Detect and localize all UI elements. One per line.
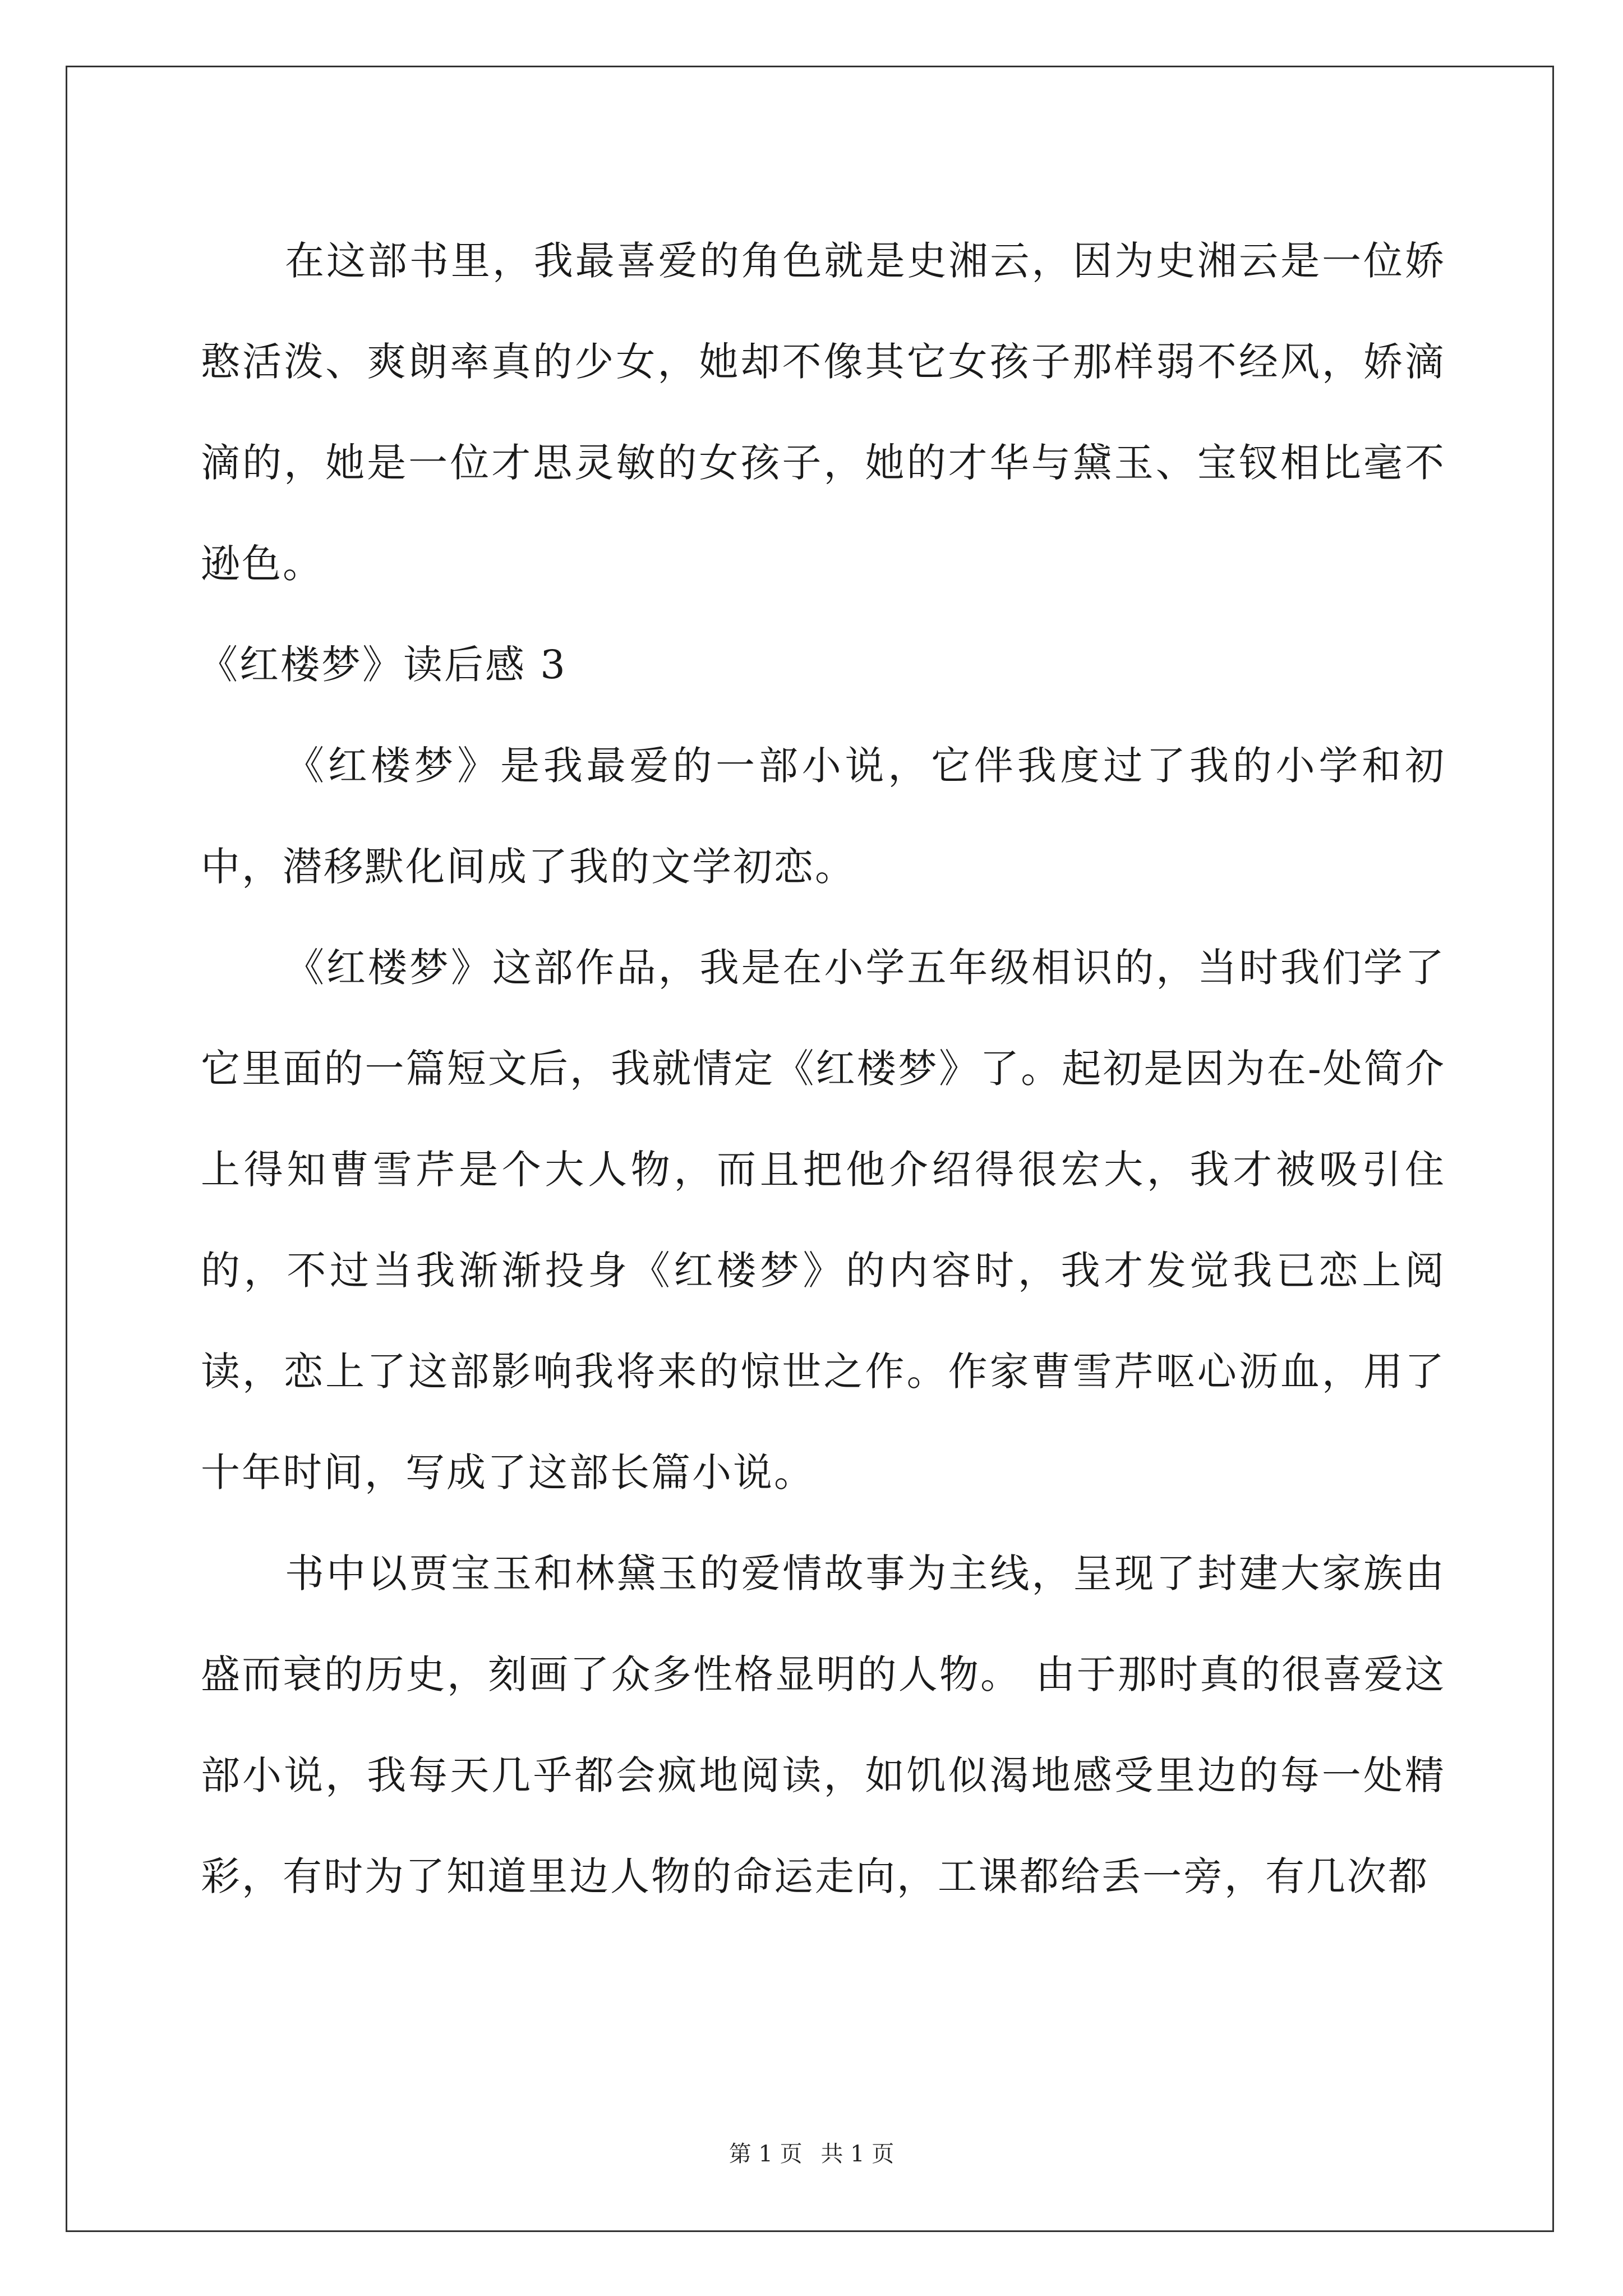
paragraph-4: 书中以贾宝玉和林黛玉的爱情故事为主线，呈现了封建大家族由盛而衰的历史，刻画了众多性格显明的人物。 由于那时真的很喜爱这部小说，我每天几乎都会疯地阅读，如饥似渴地感受里边的每一处精彩，有时为了知道里边人物的命运走向，工课都给丢一旁，有几次都 xyxy=(201,1550,1446,1899)
page-total: 共 1 页 xyxy=(820,2141,895,2167)
document-body xyxy=(201,210,1446,1927)
page-footer xyxy=(0,2137,1623,2171)
paragraph-1: 在这部书里，我最喜爱的角色就是史湘云，因为史湘云是一位娇憨活泼、爽朗率真的少女，她却不像其它女孩子那样弱不经风，娇滴滴的，她是一位才思灵敏的女孩子，她的才华与黛玉、宝钗相比毫不逊色。 xyxy=(201,238,1446,587)
paragraph-3: 《红楼梦》这部作品，我是在小学五年级相识的，当时我们学了它里面的一篇短文后，我就情定《红楼梦》了。起初是因为在-处简介上得知曹雪芹是个大人物，而且把他介绍得很宏大，我才被吸引住的，不过当我渐渐投身《红楼梦》的内容时，我才发觉我已恋上阅读，恋上了这部影响我将来的惊世之作。作家曹雪芹呕心沥血，用了十年时间，写成了这部长篇小说。 xyxy=(201,945,1446,1496)
paragraph-2: 《红楼梦》是我最爱的一部小说，它伴我度过了我的小学和初中，潜移默化间成了我的文学初恋。 xyxy=(201,743,1446,890)
section-heading: 《红楼梦》读后感 3 xyxy=(199,642,567,688)
page-number: 第 1 页 xyxy=(728,2141,803,2167)
